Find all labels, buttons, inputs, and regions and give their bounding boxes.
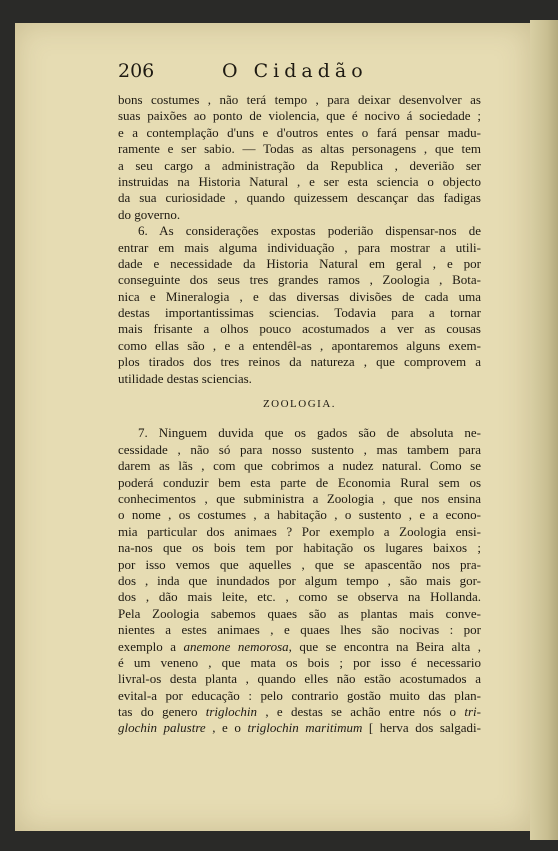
text-segment: , e o	[205, 720, 248, 736]
genus-name: triglochin	[205, 704, 258, 720]
text-line: dos , dão mais leite, etc. , como se observa na Hollanda.	[118, 589, 481, 605]
page-number: 206	[118, 60, 155, 82]
text-line: a seu cargo a administração da Republica , deverião ser	[118, 157, 481, 173]
section-heading: ZOOLOGIA.	[262, 398, 337, 411]
text-line	[118, 720, 481, 736]
text-line: nientes a estes animaes , e quaes lhes são nocivas : por	[118, 622, 481, 638]
body-text	[118, 92, 481, 737]
species-name: triglochin maritimum	[247, 720, 363, 736]
text-line: suas paixões ao ponto de violencia, que é nocivo á sociedade ;	[118, 108, 481, 124]
text-line: conhecimentos , que subministra a Zoologia , que nos ensina	[118, 490, 481, 506]
text-line: entrar em mais alguma individuação , para mostrar a utili-	[118, 239, 481, 255]
text-line: dos , inda que inundados por algum tempo , são mais gor-	[118, 572, 481, 588]
text-line	[118, 639, 481, 655]
text-line	[118, 704, 481, 720]
text-line: da sua curiosidade , quando quizessem descançar das fadigas	[118, 190, 481, 206]
text-segment: tas do genero	[118, 704, 206, 720]
text-line: nica e Mineralogia , e das diversas divisões de cada uma	[118, 288, 481, 304]
paragraph-6	[118, 223, 481, 387]
text-line: conseguinte dos seus tres grandes ramos , Zoologia , Bota-	[118, 272, 481, 288]
text-line: poderá conduzir bem esta parte de Economia Rural sem os	[118, 474, 481, 490]
text-line: instruidas na Historia Natural , e ser esta sciencia o objecto	[118, 173, 481, 189]
text-line: plos tirados dos tres reinos da natureza , que comprovem a	[118, 354, 481, 370]
next-page-edge	[530, 20, 558, 840]
text-line: bons costumes , não terá tempo , para deixar desenvolver as	[118, 92, 481, 107]
text-line: é um veneno , que mata os bois ; por isso é necessario	[118, 654, 481, 670]
text-segment: , que se encontra na Beira alta ,	[288, 638, 481, 654]
text-line: darem as lãs , com que cobrimos a nudez natural. Como se	[118, 458, 481, 474]
text-line: e a contemplação d'uns e d'outros entes o fará pensar madu-	[118, 124, 481, 140]
text-line: mia particular dos animaes ? Por exemplo a Zoologia ensi-	[118, 523, 481, 539]
text-line: 6. As considerações expostas poderião dispensar-nos de	[138, 223, 481, 239]
species-name: tri-	[464, 704, 481, 720]
paragraph-7	[118, 425, 481, 736]
text-line: mais frisante a olhos pouco acostumados a ver as cousas	[118, 321, 481, 337]
text-segment: , e destas se achão entre nós o	[257, 704, 465, 720]
text-segment: [ herva dos salgadi-	[362, 720, 481, 736]
text-line: do governo.	[118, 206, 181, 222]
text-line: 7. Ninguem duvida que os gados são de absoluta ne-	[138, 425, 481, 441]
text-line: utilidade destas sciencias.	[118, 370, 252, 386]
running-title: O Cidadão	[222, 60, 368, 82]
text-line: livral-os desta planta , quando elles não estão acostumados a	[118, 671, 481, 687]
text-line: evital-a por educação : pelo contrario gostão muito das plan-	[118, 687, 481, 703]
text-line: o nome , os costumes , a habitação , o sustento , e a econo-	[118, 507, 481, 523]
text-line: ramente e ser sabio. — Todas as altas personagens , que tem	[118, 141, 481, 157]
text-line: cessidade , não só para nosso sustento , mas tambem para	[118, 441, 481, 457]
text-line: Pela Zoologia sabemos quaes são as plantas mais conve-	[118, 605, 481, 621]
text-line: destas importantissimas sciencias. Todavia para a tornar	[118, 305, 481, 321]
text-line: por isso vemos que aquelles , que se apascentão nos pra-	[118, 556, 481, 572]
paragraph-1	[118, 92, 481, 223]
text-line: dade e necessidade da Historia Natural em geral , e por	[118, 255, 481, 271]
text-segment: exemplo a	[118, 638, 184, 654]
text-line: como ellas são , e a entendêl-as , apontaremos alguns exem-	[118, 337, 481, 353]
species-name: anemone nemorosa	[183, 638, 289, 654]
page-header	[118, 60, 498, 86]
species-name: glochin palustre	[118, 720, 206, 736]
text-line: na-nos que os bois tem por habitação os lugares baixos ;	[118, 540, 481, 556]
